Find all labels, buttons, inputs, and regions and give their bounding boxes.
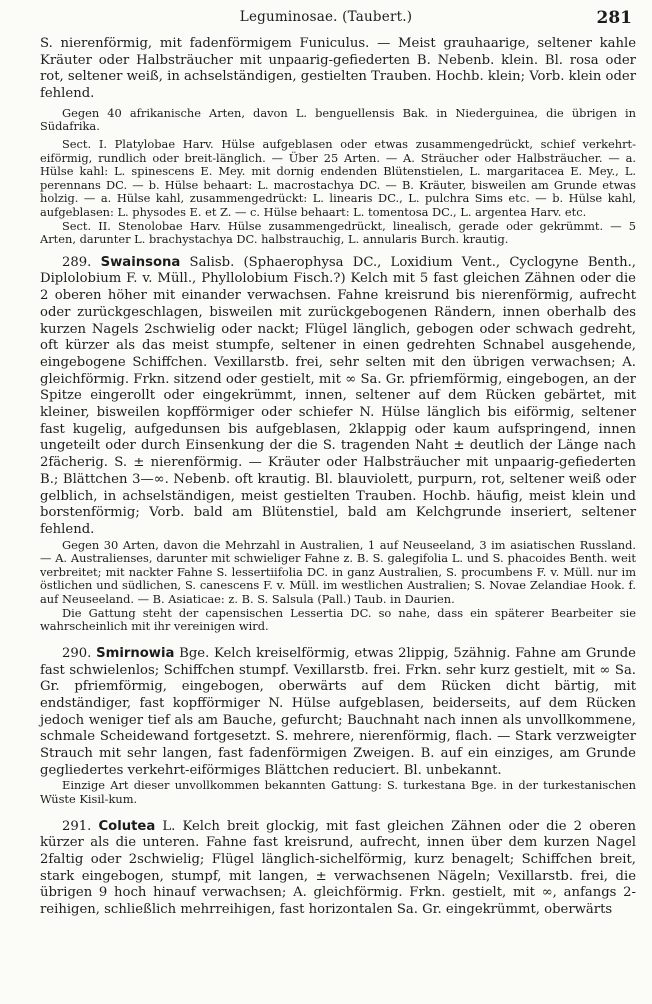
genus-name: Colutea <box>98 818 156 834</box>
paragraph-lessertia-species-count: Gegen 40 afrikanische Arten, davon L. benguellensis Bak. in Niederguinea, die übrigen in Südafrika. <box>40 105 636 134</box>
page-header <box>0 6 652 30</box>
genus-description: Salisb. (Sphaerophysa DC., Loxidium Vent., Cyclogyne Benth., Diplolobium F. v. Müll., Phyllolobium Fisch.?) Kelch mit 5 fast gleichen Zähnen oder die 2 oberen höher mit einander verwachsen. Fahne kreisrund bis nierenförmig, aufrecht oder zurückgeschlagen, bisweilen mit zurückgebogenen Rändern, innen oberhalb des kurzen Nagels 2schwielig oder nackt; Flügel länglich, gebogen oder schwach gedreht, oft kürzer als das meist stumpfe, seltener in einen gedrehten Schnabel ausgehende, eingebogene Schiffchen. Vexillarstb. frei, sehr selten mit den übrigen verwachsen; A. gleichförmig. Frkn. sitzend oder gestielt, mit ∞ Sa. Gr. pfriemförmig, eingebogen, an der Spitze eingerollt oder eingekrümmt, innen, seltener auf dem Rücken gebärtet, mit kleiner, bisweilen kopfförmiger oder schiefer N. Hülse länglich bis eiförmig, seltener fast kugelig, aufgedunsen bis aufgeblasen, 2klappig oder kaum aufspringend, innen ungeteilt oder durch Einsenkung der die S. tragenden Naht ± deutlich der Länge nach 2fächerig. S. ± nierenförmig. — Kräuter oder Halbsträucher mit unpaarig-gefiederten B.; Blättchen 3—∞. Nebenb. oft krautig. Bl. blauviolett, purpurn, rot, seltener weiß oder gelblich, in achselständigen, meist gestielten Trauben. Hochb. häufig, meist klein und borstenförmig; Vorb. bald am Blütenstiel, bald am Kelchgrunde inseriert, seltener fehlend. <box>40 254 636 537</box>
genus-name: Swainsona <box>100 254 181 270</box>
genus-entry-smirnowia <box>40 646 636 780</box>
paragraph-section-platylobae: Sect. I. Platylobae Harv. Hülse aufgeblasen oder etwas zusammengedrückt, schief verkehrt-eiförmig, rundlich oder breit-länglich. — Über 25 Arten. — A. Sträucher oder Halbsträucher. — a. Hülse kahl: L. spinescens E. Mey. mit dornig endenden Blütenstielen, L. margaritacea E. Mey., L. perennans DC. — b. Hülse behaart: L. macrostachya DC. — B. Kräuter, bisweilen am Grunde etwas holzig. — a. Hülse kahl, zusammengedrückt: L. linearis DC., L. pulchra Sims etc. — b. Hülse kahl, aufgeblasen: L. physodes E. et Z. — c. Hülse behaart: L. tomentosa DC., L. argentea Harv. etc. <box>40 137 636 219</box>
paragraph-smirnowia-species: Einzige Art dieser unvollkommen bekannten Gattung: S. turkestana Bge. in der turkestanischen Wüste Kisil-kum. <box>40 778 636 807</box>
page-number: 281 <box>596 8 632 28</box>
genus-number: 290. <box>62 645 92 661</box>
genus-description: L. Kelch breit glockig, mit fast gleichen Zähnen oder die 2 oberen kürzer als die unteren. Fahne fast kreisrund, aufrecht, innen über dem kurzen Nagel 2faltig oder 2schwielig; Flügel länglich-sichelförmig, kurz benagelt; Schiffchen breit, stark eingebogen, stumpf, mit langen, ± verwachsenen Nägeln; Vexillarstb. frei, die übrigen 9 hoch hinauf verwachsen; A. gleichförmig. Frkn. gestielt, mit ∞, anfangs 2-reihigen, schließlich mehrreihigen, fast horizontalen Sa. Gr. eingekrümmt, oberwärts <box>40 818 636 918</box>
running-head: Leguminosae. (Taubert.) <box>239 9 413 25</box>
genus-number: 291. <box>62 818 92 834</box>
paragraph-swainsona-species: Gegen 30 Arten, davon die Mehrzahl in Australien, 1 auf Neuseeland, 3 im asiatischen Russland. — A. Australienses, darunter mit schwieliger Fahne z. B. S. galegifolia L. und S. phacoides Benth. weit verbreitet; mit nackter Fahne S. lessertiifolia DC. in ganz Australien, S. procumbens F. v. Müll. nur im östlichen und südlichen, S. canescens F. v. Müll. im westlichen Australien; S. Novae Zelandiae Hook. f. auf Neuseeland. — B. Asiaticae: z. B. S. Salsula (Pall.) Taub. in Daurien. <box>40 537 636 607</box>
genus-description: Bge. Kelch kreiselförmig, etwas 2lippig, 5zähnig. Fahne am Grunde fast schwielenlos; Schiffchen stumpf. Vexillarstb. frei. Frkn. sehr kurz gestielt, mit ∞ Sa. Gr. pfriemförmig, eingebogen, oberwärts auf dem Rücken dicht bärtig, mit endständiger, fast kopfförmiger N. Hülse aufgeblasen, beiderseits, auf dem Rücken jedoch weniger tief als am Bauche, gefurcht; Bauchnaht nach innen als unvollkommene, schmale Scheidewand fortgesetzt. S. mehrere, nierenförmig, flach. — Stark verzweigter Strauch mit sehr langen, fast fadenförmigen Zweigen. B. auf ein einziges, am Grunde gegliedertes verkehrt-eiförmiges Blättchen reduciert. Bl. unbekannt. <box>40 645 636 778</box>
genus-entry-swainsona <box>40 255 636 539</box>
genus-name: Smirnowia <box>96 645 175 661</box>
paragraph-section-stenolobae: Sect. II. Stenolobae Harv. Hülse zusammengedrückt, linealisch, gerade oder gekrümmt. — 5 Arten, darunter L. brachystachya DC. halbstrauchig, L. annularis Burch. krautig. <box>40 218 636 247</box>
paragraph-lessertia-description: S. nierenförmig, mit fadenförmigem Funiculus. — Meist grauhaarige, seltener kahle Kräuter oder Halbsträucher mit unpaarig-gefiederten B. Nebenb. klein. Bl. rosa oder rot, seltener weiß, in achselständigen, gestielten Trauben. Hochb. klein; Vorb. klein oder fehlend. <box>40 36 636 102</box>
page-body <box>40 36 636 1000</box>
genus-entry-colutea <box>40 819 636 919</box>
genus-number: 289. <box>62 254 92 270</box>
paragraph-swainsona-note: Die Gattung steht der capensischen Lessertia DC. so nahe, dass ein späterer Bearbeiter sie wahrscheinlich mit ihr vereinigen wird. <box>40 605 636 634</box>
